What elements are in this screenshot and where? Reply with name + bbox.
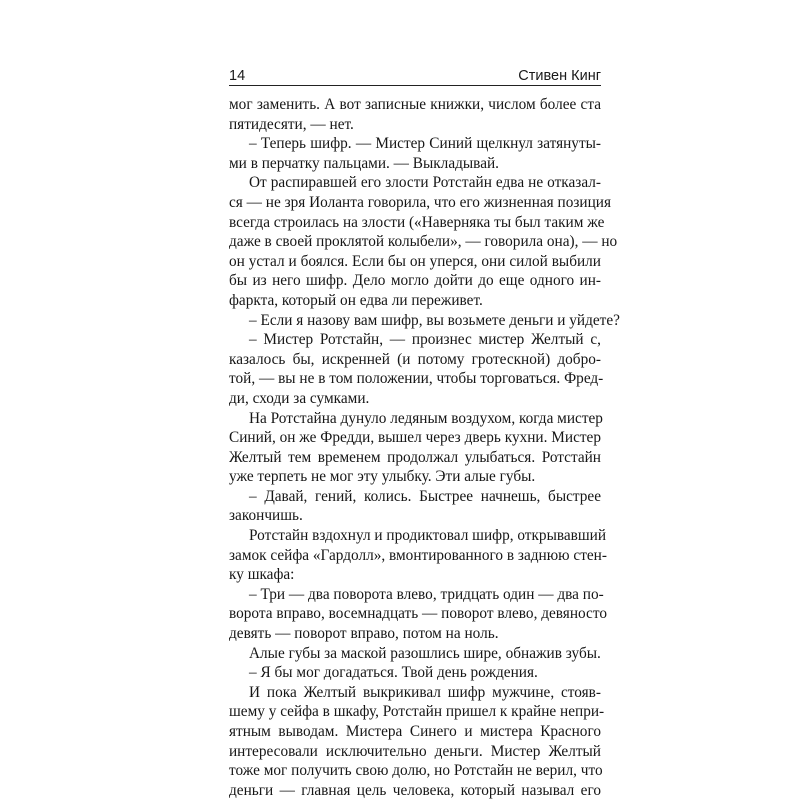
text-line: Синий, он же Фредди, вышел через дверь кухни. Мистер — [229, 429, 601, 447]
text-line: интересовали исключительно деньги. Мистер Желтый — [229, 742, 601, 760]
text-line: ди, сходи за сумками. — [229, 389, 370, 407]
text-line: На Ротстайна дунуло ледяным воздухом, когда мистер — [249, 409, 603, 427]
text-line: девять — поворот вправо, потом на ноль. — [229, 625, 499, 643]
text-line: ворота вправо, восемнадцать — поворот влево, девяносто — [229, 605, 607, 623]
text-line: ся — не зря Иоланта говорила, что его жизненная позиция — [229, 193, 611, 211]
text-line: ку шкафа: — [229, 566, 295, 584]
text-line: закончишь. — [229, 507, 303, 525]
text-line: – Я бы мог догадаться. Твой день рождения. — [249, 664, 538, 682]
text-line: – Если я назову вам шифр, вы возьмете деньги и уйдете? — [249, 311, 620, 329]
text-line: – Три — два поворота влево, тридцать один — два по- — [249, 585, 604, 603]
text-line: бы из него шифр. Дело могло дойти до еще одного ин- — [229, 272, 601, 290]
text-line: даже в своей проклятой колыбели», — говорила она), — но — [229, 233, 618, 251]
text-line: той, — вы не в том положении, чтобы торговаться. Фред- — [229, 370, 604, 388]
text-line: – Теперь шифр. — Мистер Синий щелкнул затянуты- — [249, 135, 601, 153]
text-line: он устал и боялся. Если бы он уперся, они силой выбили — [229, 252, 601, 270]
text-line: фаркта, который он едва ли переживет. — [229, 291, 483, 309]
text-line: тоже мог получить свою долю, но Ротстайн не верил, что — [229, 762, 603, 780]
text-line: всегда строилась на злости («Наверняка ты был таким же — [229, 213, 605, 231]
text-line: казалось бы, искренней (и потому гротескной) добро- — [229, 350, 601, 368]
text-line: И пока Желтый выкрикивал шифр мужчине, стояв- — [249, 683, 601, 701]
text-line: Ротстайн вздохнул и продиктовал шифр, открывавший — [249, 527, 607, 545]
text-line: пятидесяти, — нет. — [229, 115, 354, 133]
text-line: От распиравшей его злости Ротстайн едва не отказал- — [249, 174, 601, 192]
text-line: – Мистер Ротстайн, — произнес мистер Желтый с, — [249, 331, 601, 349]
text-line: ми в перчатку пальцами. — Выкладывай. — [229, 154, 499, 172]
running-head-author: Стивен Кинг — [518, 68, 601, 84]
header-rule — [229, 85, 601, 86]
text-line: – Давай, гений, колись. Быстрее начнешь, быстрее — [249, 487, 601, 505]
body-text — [229, 95, 620, 800]
text-line: уже терпеть не мог эту улыбку. Эти алые губы. — [229, 468, 536, 486]
page-number: 14 — [229, 68, 246, 84]
text-line: деньги — главная цель человека, который называл его — [229, 781, 601, 799]
text-line: мог заменить. А вот записные книжки, числом более ста — [229, 96, 601, 113]
text-line: ятным выводам. Мистера Синего и мистера Красного — [229, 723, 601, 740]
text-line: замок сейфа «Гардолл», вмонтированного в заднюю стен- — [229, 546, 607, 564]
text-line: Желтый тем временем продолжал улыбаться. Ротстайн — [229, 448, 601, 466]
text-line: шему у сейфа в шкафу, Ротстайн пришел к крайне непри- — [229, 703, 605, 721]
text-line: Алые губы за маской разошлись шире, обнажив зубы. — [249, 644, 601, 662]
page-header — [229, 67, 601, 85]
